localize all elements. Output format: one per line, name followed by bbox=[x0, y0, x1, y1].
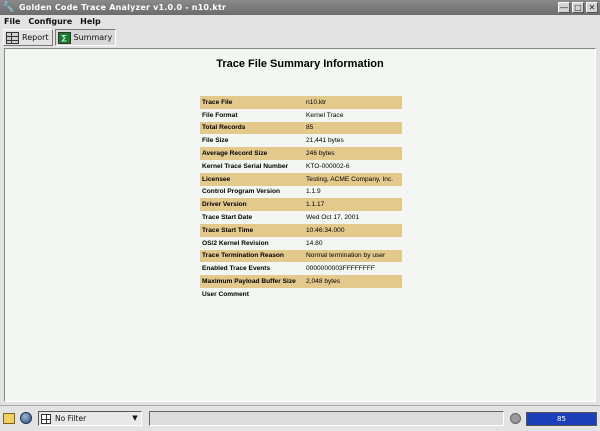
status-message bbox=[149, 411, 504, 426]
maximize-button[interactable]: □ bbox=[572, 2, 584, 13]
row-key: Enabled Trace Events bbox=[202, 265, 271, 273]
app-wrench-icon[interactable]: 🔧 bbox=[2, 2, 15, 13]
table-row bbox=[200, 109, 402, 122]
summary-button[interactable] bbox=[55, 29, 117, 46]
report-grid-icon bbox=[6, 32, 19, 44]
row-key: Licensee bbox=[200, 173, 304, 186]
menu-file[interactable]: File bbox=[4, 16, 21, 26]
row-key: File Format bbox=[202, 111, 238, 119]
row-key: Average Record Size bbox=[200, 147, 304, 160]
report-button[interactable] bbox=[3, 29, 53, 46]
row-value: n10.ktr bbox=[304, 96, 402, 109]
table-row bbox=[200, 160, 402, 173]
row-value: 14.80 bbox=[306, 239, 323, 247]
row-value: Kernel Trace bbox=[306, 111, 344, 119]
row-value bbox=[304, 288, 402, 301]
table-row bbox=[200, 224, 402, 237]
table-row bbox=[200, 122, 402, 135]
row-value: 21,441 bytes bbox=[306, 137, 344, 145]
menu-help[interactable]: Help bbox=[80, 16, 101, 26]
minimize-button[interactable]: ― bbox=[560, 3, 568, 12]
summary-table bbox=[200, 96, 402, 301]
row-key: Maximum Payload Buffer Size bbox=[200, 275, 304, 288]
row-value: Testing, ACME Company, Inc. bbox=[304, 173, 402, 186]
row-value: Normal termination by user bbox=[304, 250, 402, 263]
row-value: 1.1.9 bbox=[306, 188, 321, 196]
report-label: Report bbox=[22, 33, 49, 42]
row-value: Wed Oct 17, 2001 bbox=[306, 214, 360, 222]
table-row bbox=[200, 262, 402, 275]
row-key: User Comment bbox=[202, 290, 249, 298]
status-indicator-icon bbox=[510, 413, 521, 424]
row-value: 246 bytes bbox=[304, 147, 402, 160]
row-key: Driver Version bbox=[200, 198, 304, 211]
summary-icon: ∑ bbox=[58, 32, 71, 44]
title-bar[interactable] bbox=[0, 0, 600, 15]
row-key: Control Program Version bbox=[202, 188, 281, 196]
row-key: Trace Termination Reason bbox=[200, 250, 304, 263]
table-row bbox=[200, 250, 402, 263]
row-value: 10:46:34.000 bbox=[304, 224, 402, 237]
record-count-progress: 85 bbox=[526, 412, 597, 426]
menu-bar bbox=[0, 15, 600, 27]
row-key: Kernel Trace Serial Number bbox=[202, 162, 289, 170]
status-bar bbox=[0, 405, 600, 431]
toolbar bbox=[0, 27, 600, 48]
row-key: Total Records bbox=[200, 122, 304, 135]
row-value: 1.1.17 bbox=[304, 198, 402, 211]
summary-label: Summary bbox=[73, 33, 113, 42]
database-icon[interactable] bbox=[20, 412, 32, 424]
row-key: Trace Start Time bbox=[200, 224, 304, 237]
row-value: 0000000003FFFFFFFF bbox=[306, 265, 375, 273]
table-row bbox=[200, 198, 402, 211]
table-row bbox=[200, 96, 402, 109]
chevron-down-icon[interactable]: ▼ bbox=[132, 414, 138, 422]
filter-dropdown[interactable] bbox=[38, 411, 142, 426]
filter-icon bbox=[41, 414, 51, 424]
table-row bbox=[200, 147, 402, 160]
table-row bbox=[200, 288, 402, 301]
table-row bbox=[200, 275, 402, 288]
row-value: 2,048 bytes bbox=[304, 275, 402, 288]
row-key: Trace Start Date bbox=[202, 214, 253, 222]
table-row bbox=[200, 186, 402, 199]
close-button[interactable]: ✕ bbox=[586, 2, 598, 13]
window-controls bbox=[558, 2, 598, 13]
row-key: OS/2 Kernel Revision bbox=[202, 239, 269, 247]
open-folder-icon[interactable] bbox=[3, 413, 15, 424]
row-value: KTO-000002-6 bbox=[306, 162, 350, 170]
page-title: Trace File Summary Information bbox=[216, 58, 384, 70]
filter-value: No Filter bbox=[55, 414, 87, 423]
table-row bbox=[200, 237, 402, 250]
table-row bbox=[200, 173, 402, 186]
row-value: 85 bbox=[304, 122, 402, 135]
table-row bbox=[200, 134, 402, 147]
row-key: Trace File bbox=[200, 96, 304, 109]
summary-panel bbox=[4, 48, 596, 402]
table-row bbox=[200, 211, 402, 224]
window-title: Golden Code Trace Analyzer v1.0.0 - n10.ktr bbox=[19, 3, 227, 12]
menu-configure[interactable]: Configure bbox=[28, 16, 73, 26]
row-key: File Size bbox=[202, 137, 229, 145]
